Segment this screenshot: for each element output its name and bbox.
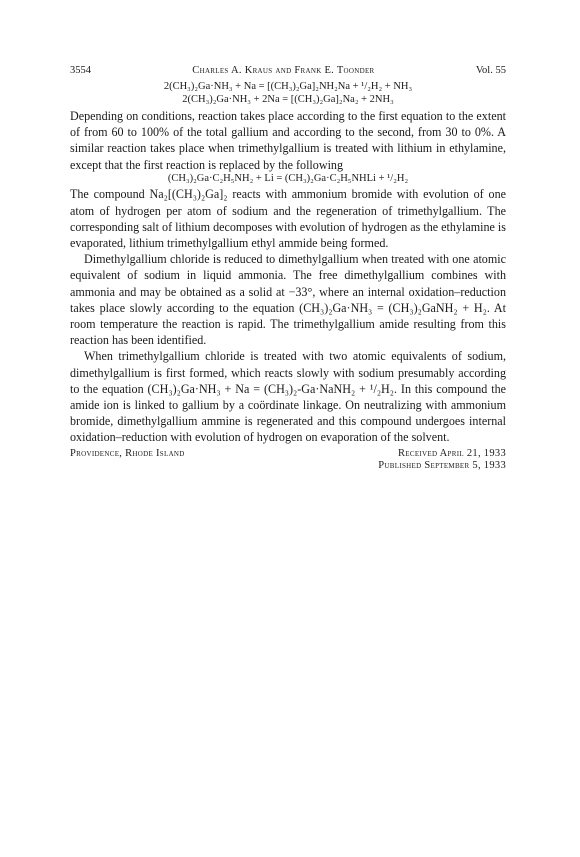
paragraph-2: The compound Na₂[(CH₃)₂Ga]₂ reacts with ammonium bromide with evolution of one atom of hydrogen per atom of sodium and the regeneration of trimethylgallium. The corresponding salt of lithium decomposes with evolution of hydrogen as the ethylamine is evaporated, lithium trimethylgallium ethyl ammide being formed. [70, 187, 506, 250]
equation-2: 2(CH₃)₂Ga·NH₃ + 2Na = [(CH₃)₂Ga]₂Na₂ + 2NH₃ [182, 93, 394, 105]
paragraph-1: Depending on conditions, reaction takes place according to the first equation to the extent of from 60 to 100% of the total gallium and according to the second, from 30 to 0%. A similar reaction takes place when trimethylgallium is treated with lithium in ethylamine, except that the first reaction is replaced by the following [70, 109, 506, 172]
journal-page [70, 64, 506, 473]
author-location: Providence, Rhode Island [70, 447, 185, 459]
published-date: Published September 5, 1933 [378, 460, 506, 472]
page-number: 3554 [70, 65, 91, 76]
received-date: Received April 21, 1933 [397, 447, 506, 459]
equation-1: 2(CH₃)₂Ga·NH₃ + Na = [(CH₃)₂Ga]₂NH₂Na + ¹/₂H₂ + NH₃ [163, 81, 413, 92]
volume-number: Vol. 55 [475, 65, 506, 76]
paragraph-4: When trimethylgallium chloride is treated with two atomic equivalents of sodium, dimethylgallium is first formed, which reacts slowly with sodium presumably according to the equation (CH₃)₂Ga·NH₃ + Na = (CH₃)₂-Ga·NaNH₂ + ¹/₂H₂. In this compound the amide ion is linked to gallium by a coördinate linkage. On neutralizing with ammonium bromide, dimethylgallium ammine is regenerated and this compound undergoes internal oxidation–reduction with evolution of hydrogen on evaporation of the solvent. [70, 349, 506, 445]
equation-block-top [70, 81, 506, 106]
paragraph-3: Dimethylgallium chloride is reduced to dimethylgallium when treated with one atomic equivalent of sodium in liquid ammonia. The free dimethylgallium combines with ammonia and may be obtained as a solid at −33°, where an internal oxidation–reduction takes place slowly according to the equation (CH₃)₂Ga·NH₃ = (CH₃)₂GaNH₂ + H₂. At room temperature the reaction is rapid. The trimethylgallium amide resulting from this reaction has been identified. [70, 252, 506, 348]
running-head [70, 64, 506, 80]
article-footer [70, 448, 506, 473]
dates-block [378, 448, 506, 473]
running-head-authors: Charles A. Kraus and Frank E. Toonder [192, 65, 375, 76]
equation-lithium: (CH₃)₂Ga·C₂H₅NH₂ + Li = (CH₃)₂Ga·C₂H₅NHLi + ¹/₂H₂ [167, 172, 409, 184]
